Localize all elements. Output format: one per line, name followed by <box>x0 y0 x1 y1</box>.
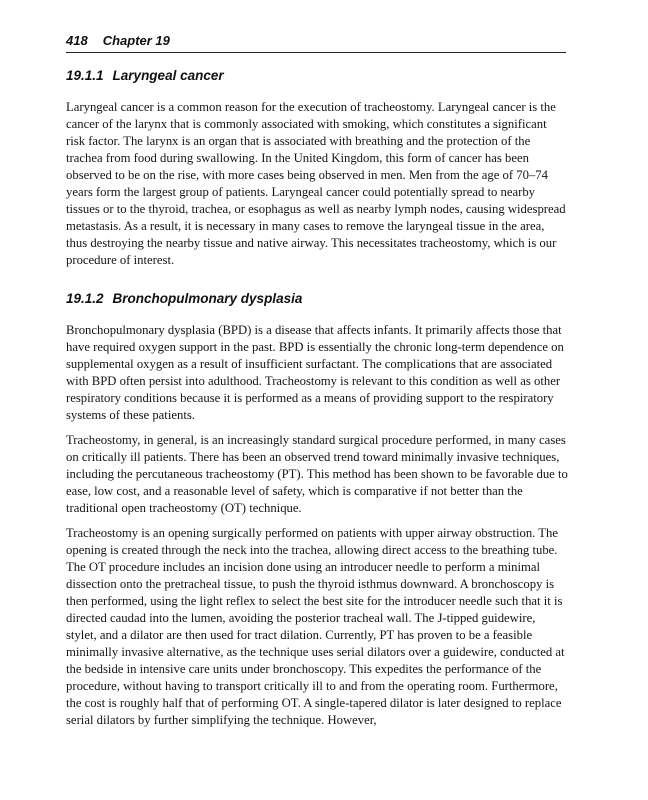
section-heading-19-1-1 <box>66 67 566 84</box>
section-title: Laryngeal cancer <box>112 68 224 83</box>
section-title: Bronchopulmonary dysplasia <box>112 291 303 306</box>
header-rule <box>66 52 566 53</box>
paragraph-laryngeal-cancer: Laryngeal cancer is a common reason for the execution of tracheostomy. Laryngeal cancer is the cancer of the larynx that is commonly associated with smoking, which constitutes a significant risk factor. The larynx is an organ that is associated with breathing and the protection of the trachea from food during swallowing. In the United Kingdom, this form of cancer has been observed to be on the rise, with more cases being observed in men. Men from the age of 70–74 years form the largest group of patients. Laryngeal cancer could potentially spread to nearby tissues or to the thyroid, trachea, or esophagus as well as nearby lymph nodes, causing widespread metastasis. As a result, it is necessary in many cases to remove the laryngeal tissue in the area, thus destroying the nearby tissue and native airway. This necessitates tracheostomy, which is our procedure of interest. <box>66 100 566 267</box>
paragraph-bpd: Bronchopulmonary dysplasia (BPD) is a disease that affects infants. It primarily affects those that have required oxygen support in the past. BPD is essentially the chronic long-term dependence on supplemental oxygen as a result of insufficient surfactant. The complications that are associated with BPD often persist into adulthood. Tracheostomy is relevant to this condition as well as other respiratory conditions because it is performed as a means of providing support to the respiratory systems of these patients. <box>66 323 564 422</box>
section-number: 19.1.1 <box>66 68 104 83</box>
paragraph-tracheostomy-procedure: Tracheostomy is an opening surgically performed on patients with upper airway obstruction. The opening is created through the neck into the trachea, allowing direct access to the breathing tube. The OT procedure includes an incision done using an introducer needle to perform a minimal dissection onto the pretracheal tissue, to push the thyroid isthmus downward. A bronchoscopy is then performed, using the light reflex to select the best site for the introducer needle such that it is directed caudad into the lumen, avoiding the posterior tracheal wall. The J-tipped guidewire, stylet, and a dilator are then used for tract dilation. Currently, PT has proven to be a feasible minimally invasive alternative, as the technique uses serial dilators over a guidewire, conducted at the bedside in intensive care units under bronchoscopy. This expedites the performance of the procedure, without having to transport critically ill to and from the operating room. Furthermore, the cost is roughly half that of performing OT. A single-tapered dilator is later designed to replace serial dilators by further simplifying the technique. However, <box>66 526 565 727</box>
section-number: 19.1.2 <box>66 291 104 306</box>
chapter-label: Chapter 19 <box>102 33 170 48</box>
paragraph-tracheostomy-general: Tracheostomy, in general, is an increasingly standard surgical procedure performed, in many cases on critically ill patients. There has been an observed trend toward minimally invasive techniques, including the percutaneous tracheostomy (PT). This method has been shown to be favorable due to ease, low cost, and a reasonable level of safety, which is comparative if not better than the traditional open tracheostomy (OT) technique. <box>66 433 568 515</box>
section-heading-19-1-2 <box>66 290 566 307</box>
page-number: 418 <box>66 33 88 48</box>
running-head <box>66 33 566 48</box>
